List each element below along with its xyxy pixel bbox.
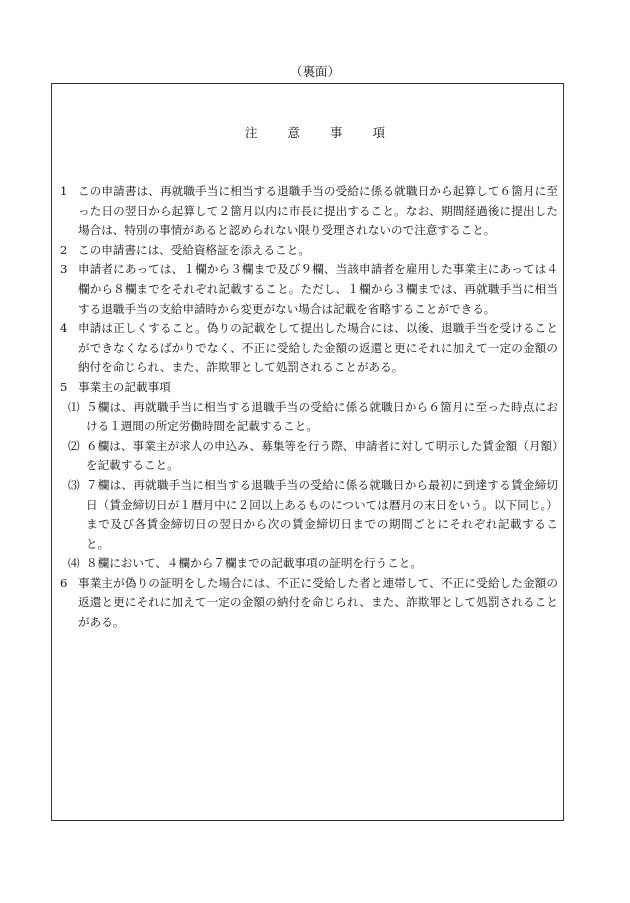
note-number: 6 (60, 575, 68, 590)
notes-title (0, 124, 630, 142)
title-char: 意 (287, 125, 300, 140)
title-char: 項 (372, 125, 385, 140)
note-number: 4 (60, 321, 68, 336)
subitem-number: ⑴ (68, 399, 80, 414)
notes-body (58, 182, 558, 633)
subitem-number: ⑶ (68, 477, 80, 492)
subitem-text: ８欄において、４欄から７欄までの記載事項の証明を行うこと。 (86, 556, 422, 571)
note-subitem-4 (58, 554, 558, 574)
note-text: この申請書には、受給資格証を添えること。 (78, 242, 310, 257)
subitem-number: ⑷ (68, 556, 80, 571)
note-number: 3 (60, 262, 68, 277)
note-text: 事業主が偽りの証明をした場合には、不正に受給した者と連帯して、不正に受給した金額の返還と更にそれに加えて一定の金額の納付を命じられ、また、詐欺罪として処罰されることがある。 (78, 575, 558, 630)
note-item-5 (58, 378, 558, 398)
note-subitem-2 (58, 437, 558, 476)
note-item-3 (58, 260, 558, 319)
note-item-6 (58, 574, 558, 633)
note-text: この申請書は、再就職手当に相当する退職手当の受給に係る就職日から起算して６箇月に至った日の翌日から起算して２箇月以内に市長に提出すること。なお、期間経過後に提出した場合は、特別の事情があると認められない限り受理されないので注意すること。 (78, 184, 558, 238)
subitem-text: ７欄は、再就職手当に相当する退職手当の受給に係る就職日から最初に到達する賃金締切日（賃金締切日が１暦月中に２回以上あるものについては暦月の末日をいう。以下同じ。）まで及び各賃金締切日の翌日から次の賃金締切日までの期間ごとにそれぞれ記載すること。 (86, 477, 558, 551)
note-item-1 (58, 182, 558, 241)
note-item-4 (58, 319, 558, 378)
note-text: 申請は正しくすること。偽りの記載をして提出した場合には、以後、退職手当を受けることができなくなるばかりでなく、不正に受給した金額の返還と更にそれに加えて一定の金額の納付を命じられ、また、詐欺罪として処罰されることがある。 (78, 321, 558, 375)
subitem-text: ６欄は、事業主が求人の申込み、募集等を行う際、申請者に対して明示した賃金額（月額）を記載すること。 (86, 438, 558, 473)
note-subitem-3 (58, 476, 558, 554)
note-text: 申請者にあっては、１欄から３欄まで及び９欄、当該申請者を雇用した事業主にあっては４欄から８欄までをそれぞれ記載すること。ただし、１欄から３欄までは、再就職手当に相当する退職手当の支給申請時から変更がない場合は記載を省略することができる。 (78, 262, 558, 316)
note-text: 事業主の記載事項 (78, 379, 171, 394)
note-subitem-1 (58, 398, 558, 437)
note-number: 2 (60, 242, 68, 257)
page-side-label: （裏面） (289, 64, 340, 79)
subitem-number: ⑵ (68, 438, 80, 453)
note-item-2 (58, 241, 558, 261)
note-number: 5 (60, 379, 68, 394)
title-char: 注 (244, 125, 258, 140)
subitem-text: ５欄は、再就職手当に相当する退職手当の受給に係る就職日から６箇月に至った時点における１週間の所定労働時間を記載すること。 (86, 399, 558, 434)
note-number: 1 (60, 184, 68, 198)
title-char: 事 (329, 125, 343, 140)
